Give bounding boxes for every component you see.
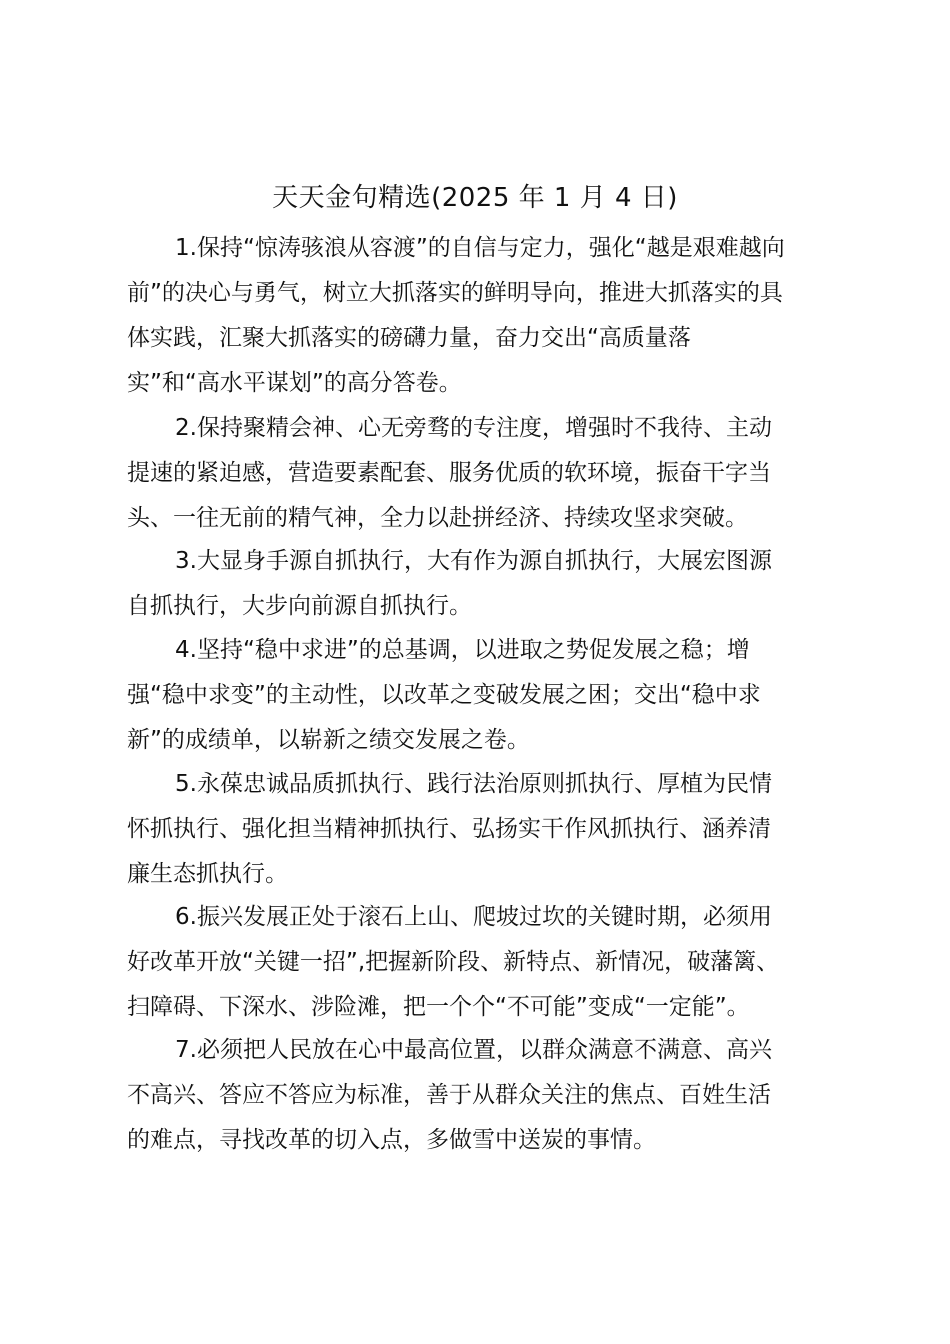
paragraph-line: 强“稳中求变”的主动性，以改革之变破发展之困；交出“稳中求 <box>127 682 761 708</box>
paragraph-1 <box>127 226 833 406</box>
paragraph-line: 4.坚持“稳中求进”的总基调，以进取之势促发展之稳；增 <box>175 637 750 663</box>
paragraph-line: 头、一往无前的精气神，全力以赴拼经济、持续攻坚求突破。 <box>127 505 748 531</box>
paragraph-5 <box>127 762 833 897</box>
paragraph-line: 1.保持“惊涛骇浪从容渡”的自信与定力，强化“越是艰难越向 <box>175 235 785 261</box>
paragraph-line: 不高兴、答应不答应为标准，善于从群众关注的焦点、百姓生活 <box>127 1082 771 1108</box>
paragraph-line: 自抓执行，大步向前源自抓执行。 <box>127 593 472 619</box>
paragraph-2 <box>127 406 833 541</box>
paragraph-line: 新”的成绩单，以崭新之绩交发展之卷。 <box>127 727 530 753</box>
paragraph-line: 体实践，汇聚大抓落实的磅礴力量，奋力交出“高质量落 <box>127 325 691 351</box>
paragraph-6 <box>127 895 833 1030</box>
paragraph-4 <box>127 628 833 763</box>
paragraph-line: 廉生态抓执行。 <box>127 861 288 887</box>
document-title: 天天金句精选(2025 年 1 月 4 日) <box>272 183 678 213</box>
paragraph-line: 6.振兴发展正处于滚石上山、爬坡过坎的关键时期，必须用 <box>175 904 772 930</box>
paragraph-line: 7.必须把人民放在心中最高位置，以群众满意不满意、高兴 <box>175 1037 772 1063</box>
paragraph-3 <box>127 539 833 629</box>
paragraph-line: 好改革开放“关键一招”,把握新阶段、新特点、新情况，破藩篱、 <box>127 949 780 975</box>
paragraph-line: 提速的紧迫感，营造要素配套、服务优质的软环境，振奋干字当 <box>127 460 771 486</box>
paragraph-line: 前”的决心与勇气，树立大抓落实的鲜明导向，推进大抓落实的具 <box>127 280 783 306</box>
paragraph-line: 扫障碍、下深水、涉险滩，把一个个“不可能”变成“一定能”。 <box>127 994 750 1020</box>
paragraph-line: 怀抓执行、强化担当精神抓执行、弘扬实干作风抓执行、涵养清 <box>127 816 771 842</box>
paragraph-line: 实”和“高水平谋划”的高分答卷。 <box>127 370 462 396</box>
paragraph-line: 3.大显身手源自抓执行，大有作为源自抓执行，大展宏图源 <box>175 548 772 574</box>
paragraph-line: 的难点，寻找改革的切入点，多做雪中送炭的事情。 <box>127 1127 656 1153</box>
paragraph-line: 2.保持聚精会神、心无旁骛的专注度，增强时不我待、主动 <box>175 415 772 441</box>
paragraph-line: 5.永葆忠诚品质抓执行、践行法治原则抓执行、厚植为民情 <box>175 771 772 797</box>
paragraph-7 <box>127 1028 833 1163</box>
